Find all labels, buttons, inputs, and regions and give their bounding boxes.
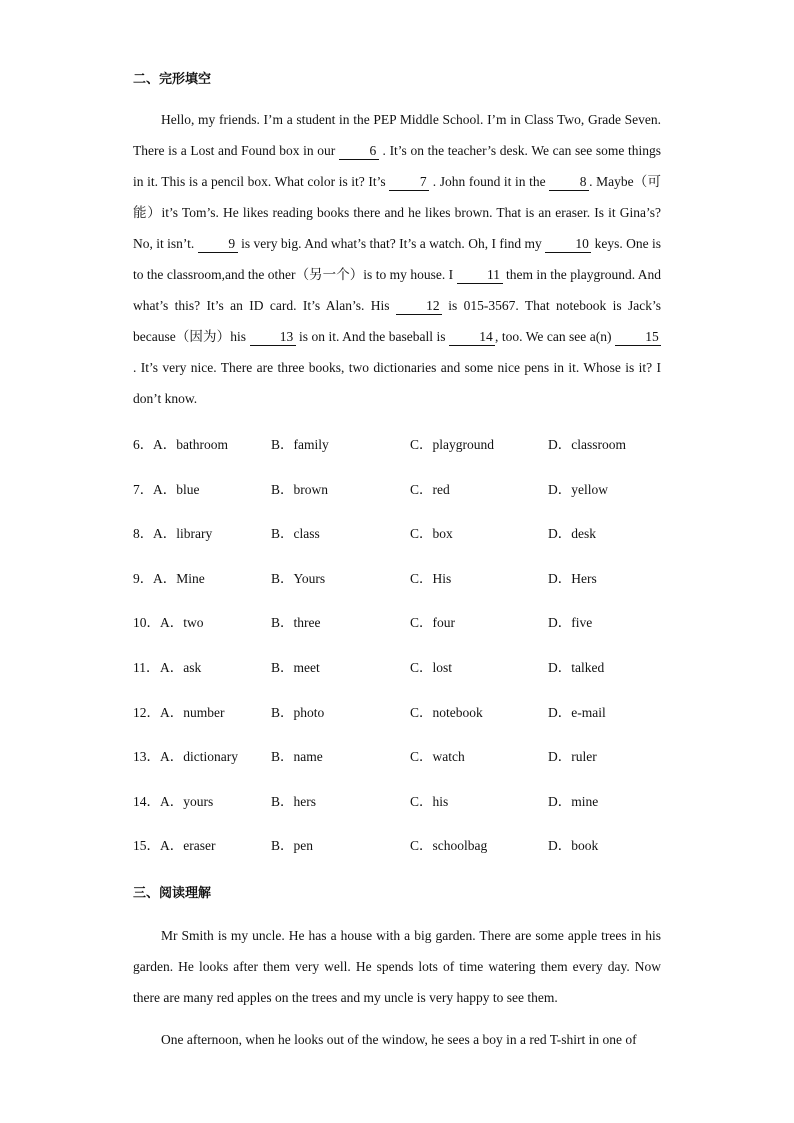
blank-9: 9: [198, 236, 238, 253]
option-a: A．number: [160, 704, 225, 720]
option-b: B．name: [271, 749, 323, 765]
option-a: A．bathroom: [153, 437, 228, 452]
option-c: C．notebook: [410, 704, 483, 720]
option-a: A．eraser: [160, 838, 216, 854]
option-b: B．brown: [271, 481, 328, 497]
option-d: D．mine: [548, 793, 599, 809]
blank-11: 11: [457, 267, 503, 284]
cloze-text: Hello, my friends. I’m a student in the PEP Middle School. I’m in Class Two, Grade Seven. There is a Lost and Found box in our 6 . It’s on the teacher’s desk. We can see some things in it. This is a pencil box. What color is it? It’s 7 . John found it in the 8 . Maybe（可能）it’s Tom’s. He likes reading books there and he likes brown. That is an eraser. Is it Gina’s? No, it isn’t. 9 is very big. And what’s that? It’s a watch. Oh, I find my 10 keys. One is to the classroom,and the other（另一个）is to my house. I 11 them in the playground. And what’s this? It’s an ID card. It’s Alan’s. His 12 is 015-3567. That notebook is Jack’s because（因为）his 13 is on it. And the baseball is 14 , too. We can see a(n) 15 . It’s very nice. There are three books, two dictionaries and some nice pens in it. Whose is it? I don’t know.: [133, 112, 662, 406]
option-b: B．meet: [271, 660, 320, 675]
blank-7: 7: [389, 174, 429, 191]
option-d: D．classroom: [548, 437, 626, 452]
option-d: D．book: [548, 838, 599, 854]
blank-6: 6: [339, 143, 379, 160]
option-a: A．ask: [160, 660, 202, 675]
option-c: C．playground: [410, 437, 494, 452]
blank-12: 12: [396, 298, 442, 315]
question-number: 15．: [133, 838, 160, 854]
question-number: 13．: [133, 749, 160, 765]
question-number: 10．: [133, 615, 160, 631]
option-d: D．ruler: [548, 749, 597, 765]
option-c: C．His: [410, 570, 452, 586]
reading-paragraph-1: Mr Smith is my uncle. He has a house with a big garden. There are some apple trees in his garden. He looks after them very well. He spends lots of time watering them every day. Now there are many red apples on the trees and my uncle is very happy to see them.: [133, 928, 661, 1005]
reading-passage: [133, 920, 661, 1055]
option-c: C．schoolbag: [410, 838, 488, 854]
question-number: 7．: [133, 481, 154, 497]
option-d: D．e-mail: [548, 704, 606, 720]
blank-15: 15: [615, 329, 661, 346]
question-number: 8．: [133, 526, 154, 542]
option-c: C．red: [410, 481, 450, 497]
option-c: C．lost: [410, 660, 453, 675]
blank-8: 8: [549, 174, 589, 191]
option-d: D．yellow: [548, 481, 608, 497]
blank-10: 10: [545, 236, 591, 253]
option-a: A．library: [153, 526, 213, 542]
section-2-title: 二、完形填空: [133, 72, 212, 87]
option-b: B．hers: [271, 793, 316, 809]
option-b: B．photo: [271, 704, 325, 720]
section-3-title: 三、阅读理解: [133, 886, 212, 901]
option-a: A．Mine: [153, 570, 205, 586]
question-number: 14．: [133, 793, 160, 809]
option-c: C．his: [410, 793, 449, 809]
question-number: 6．: [133, 437, 154, 452]
cloze-passage: [133, 104, 661, 414]
option-a: A．blue: [153, 481, 200, 497]
option-b: B．three: [271, 615, 321, 631]
option-d: D．Hers: [548, 570, 597, 586]
option-a: A．dictionary: [160, 749, 238, 765]
option-b: B．pen: [271, 838, 313, 854]
option-b: B．family: [271, 437, 329, 452]
option-c: C．four: [410, 615, 455, 631]
question-number: 11．: [133, 660, 160, 675]
option-d: D．desk: [548, 526, 596, 542]
option-c: C．watch: [410, 749, 465, 765]
option-a: A．yours: [160, 793, 214, 809]
option-b: B．class: [271, 526, 320, 542]
question-number: 9．: [133, 570, 154, 586]
option-d: D．talked: [548, 660, 605, 675]
blank-13: 13: [250, 329, 296, 346]
reading-paragraph-2: One afternoon, when he looks out of the window, he sees a boy in a red T-shirt in one of: [161, 1032, 637, 1047]
question-number: 12．: [133, 704, 160, 720]
option-d: D．five: [548, 615, 593, 631]
option-a: A．two: [160, 615, 204, 631]
option-b: B．Yours: [271, 570, 326, 586]
blank-14: 14: [449, 329, 495, 346]
option-c: C．box: [410, 526, 453, 542]
